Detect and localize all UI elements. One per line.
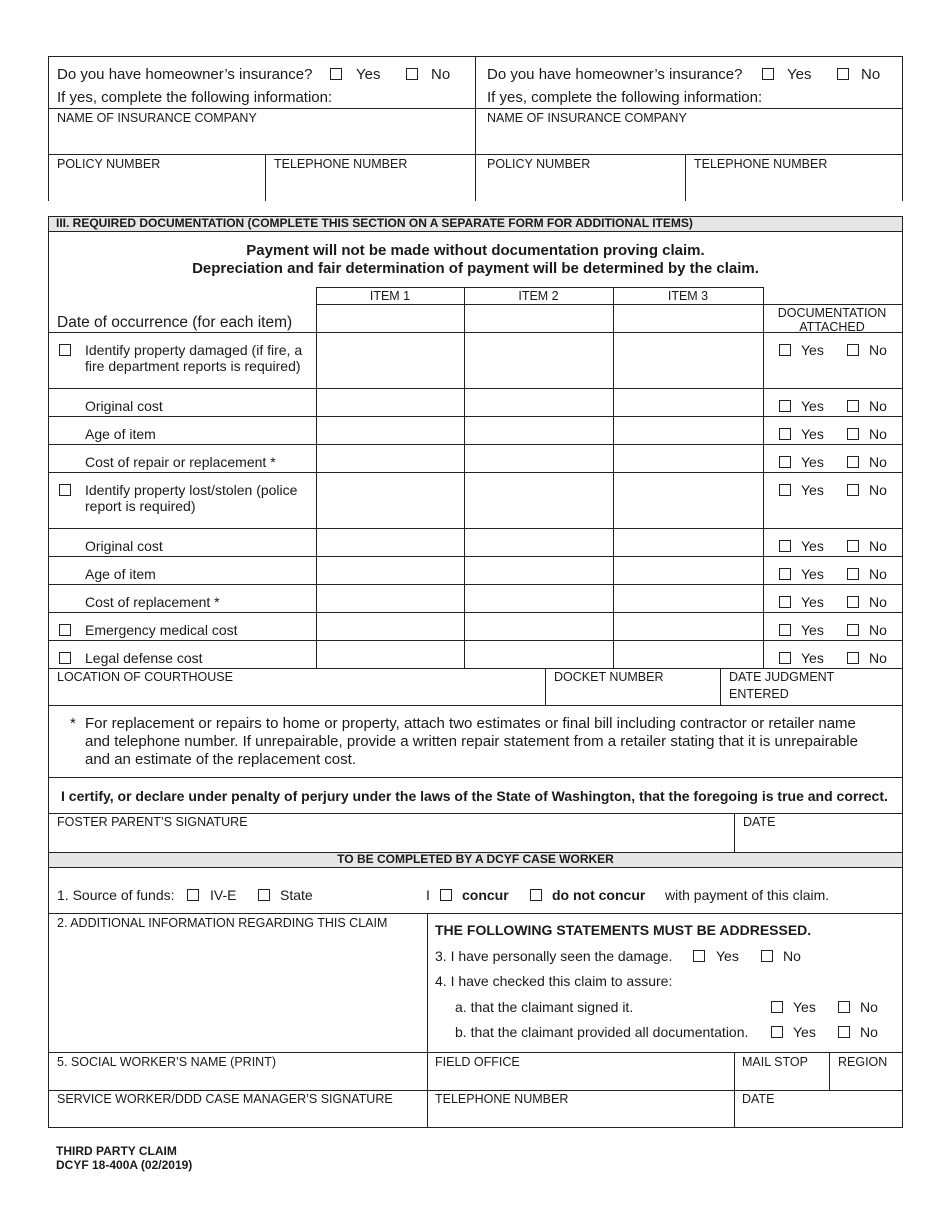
doc-yes-label: Yes	[801, 426, 824, 442]
doc-yes-label: Yes	[801, 594, 824, 610]
insurance-no-label-left: No	[431, 66, 451, 83]
concur-checkbox[interactable]	[440, 889, 452, 901]
documentation-provided-no-label: No	[860, 1024, 878, 1040]
legal-defense-checkbox[interactable]	[59, 652, 71, 664]
doc-no-checkbox[interactable]	[847, 540, 859, 552]
courthouse-field[interactable]	[52, 686, 542, 703]
do-not-concur-checkbox[interactable]	[530, 889, 542, 901]
row-label: Original cost	[85, 398, 163, 414]
row-label: Legal defense cost	[85, 650, 203, 666]
doc-yes-checkbox[interactable]	[779, 652, 791, 664]
do-not-concur-label: do not concur	[552, 887, 646, 903]
insurance-yes-label-left: Yes	[356, 66, 381, 83]
field-office-label: FIELD OFFICE	[435, 1055, 520, 1069]
foster-parent-signature-field[interactable]	[52, 831, 730, 850]
docket-number-label: DOCKET NUMBER	[554, 670, 664, 684]
signature-date-label: DATE	[743, 815, 776, 829]
additional-info-field[interactable]	[52, 933, 422, 1050]
doc-no-label: No	[869, 342, 887, 358]
doc-no-label: No	[869, 566, 887, 582]
additional-info-label: 2. ADDITIONAL INFORMATION REGARDING THIS CLAIM	[57, 916, 388, 930]
doc-no-label: No	[869, 538, 887, 554]
insurance-instruction-right: If yes, complete the following information:	[487, 89, 763, 106]
caseworker-date-label: DATE	[742, 1092, 775, 1106]
date-of-occurrence-label: Date of occurrence (for each item)	[57, 314, 293, 331]
notice-line-1: Payment will not be made without documentation proving claim.	[246, 242, 705, 259]
manager-signature-field[interactable]	[52, 1108, 424, 1126]
policy-number-label-right: POLICY NUMBER	[487, 157, 591, 171]
doc-no-label: No	[869, 398, 887, 414]
doc-no-checkbox[interactable]	[847, 428, 859, 440]
signature-date-field[interactable]	[738, 831, 898, 850]
doc-no-checkbox[interactable]	[847, 400, 859, 412]
item-3-date-cell[interactable]	[615, 306, 762, 331]
statement-4a: a. that the claimant signed it.	[455, 999, 634, 1015]
i-label: I	[426, 887, 430, 903]
row-label: Age of item	[85, 566, 156, 582]
claimant-signed-yes-checkbox[interactable]	[771, 1001, 783, 1013]
notice-line-2: Depreciation and fair determination of payment will be determined by the claim.	[192, 260, 759, 277]
doc-no-checkbox[interactable]	[847, 596, 859, 608]
doc-yes-label: Yes	[801, 342, 824, 358]
seen-damage-yes-checkbox[interactable]	[693, 950, 705, 962]
telephone-field-left[interactable]	[270, 173, 472, 199]
item-3-header: ITEM 3	[667, 289, 709, 303]
claimant-signed-yes-label: Yes	[793, 999, 816, 1015]
claimant-signed-no-label: No	[860, 999, 878, 1015]
row-label: Identify property damaged (if fire, a	[85, 342, 303, 358]
statement-4: 4. I have checked this claim to assure:	[435, 973, 673, 989]
seen-damage-yes-label: Yes	[716, 948, 739, 964]
doc-yes-checkbox[interactable]	[779, 456, 791, 468]
insurance-yes-label-right: Yes	[787, 66, 812, 83]
insurance-company-label-right: NAME OF INSURANCE COMPANY	[487, 111, 687, 125]
statement-3: 3. I have personally seen the damage.	[435, 948, 673, 964]
row-label-line-2: fire department reports is required)	[85, 358, 301, 374]
manager-signature-label: SERVICE WORKER/DDD CASE MANAGER’S SIGNATURE	[57, 1092, 393, 1106]
statements-header: THE FOLLOWING STATEMENTS MUST BE ADDRESSED.	[435, 922, 812, 938]
doc-yes-label: Yes	[801, 566, 824, 582]
doc-no-checkbox[interactable]	[847, 568, 859, 580]
footnote-line-1: For replacement or repairs to home or property, attach two estimates or final bill including contractor or retailer name	[85, 715, 856, 732]
documentation-provided-yes-checkbox[interactable]	[771, 1026, 783, 1038]
doc-yes-checkbox[interactable]	[779, 428, 791, 440]
claimant-signed-no-checkbox[interactable]	[838, 1001, 850, 1013]
doc-yes-checkbox[interactable]	[779, 400, 791, 412]
insurance-question-left: Do you have homeowner’s insurance?	[57, 66, 313, 83]
mail-stop-label: MAIL STOP	[742, 1055, 808, 1069]
telephone-label-left: TELEPHONE NUMBER	[274, 157, 408, 171]
doc-yes-label: Yes	[801, 482, 824, 498]
section-header: III. REQUIRED DOCUMENTATION (COMPLETE THIS SECTION ON A SEPARATE FORM FOR ADDITIONAL ITEMS)	[56, 216, 693, 230]
statement-4b: b. that the claimant provided all documentation.	[455, 1024, 749, 1040]
state-checkbox[interactable]	[258, 889, 270, 901]
item-2-header: ITEM 2	[518, 289, 559, 303]
doc-no-label: No	[869, 454, 887, 470]
item-1-header: ITEM 1	[369, 289, 411, 303]
policy-number-field-left[interactable]	[52, 173, 262, 199]
field-office-field[interactable]	[431, 1071, 731, 1088]
state-label: State	[280, 887, 313, 903]
doc-no-checkbox[interactable]	[847, 484, 859, 496]
property-damaged-checkbox[interactable]	[59, 344, 71, 356]
doc-no-checkbox[interactable]	[847, 624, 859, 636]
property-lost-checkbox[interactable]	[59, 484, 71, 496]
caseworker-telephone-field[interactable]	[431, 1108, 731, 1126]
ive-label: IV-E	[210, 887, 237, 903]
region-field[interactable]	[833, 1071, 899, 1088]
doc-yes-checkbox[interactable]	[779, 540, 791, 552]
footnote-line-2: and telephone number. If unrepairable, provide a written repair statement from a retailer stating that it is unrepairable	[85, 733, 858, 750]
policy-number-field-right[interactable]	[480, 173, 682, 199]
insurance-question-right: Do you have homeowner’s insurance?	[487, 66, 743, 83]
courthouse-label: LOCATION OF COURTHOUSE	[57, 670, 233, 684]
concur-label: concur	[462, 887, 509, 903]
doc-no-label: No	[869, 622, 887, 638]
certification-statement: I certify, or declare under penalty of perjury under the laws of the State of Washington, that the foregoing is true and correct.	[61, 788, 888, 804]
doc-no-checkbox[interactable]	[847, 344, 859, 356]
doc-yes-checkbox[interactable]	[779, 624, 791, 636]
region-label: REGION	[838, 1055, 888, 1069]
insurance-company-field-left[interactable]	[52, 126, 470, 152]
footnote-line-3: and an estimate of the replacement cost.	[85, 751, 356, 768]
foster-parent-signature-label: FOSTER PARENT’S SIGNATURE	[57, 815, 248, 829]
doc-yes-checkbox[interactable]	[779, 484, 791, 496]
source-of-funds-label: 1. Source of funds:	[57, 887, 175, 903]
caseworker-date-field[interactable]	[738, 1108, 898, 1126]
doc-yes-checkbox[interactable]	[779, 596, 791, 608]
row-label-line-2: report is required)	[85, 498, 196, 514]
insurance-no-checkbox-right[interactable]	[837, 68, 849, 80]
doc-yes-checkbox[interactable]	[779, 568, 791, 580]
form-title: THIRD PARTY CLAIM	[56, 1144, 177, 1158]
with-payment-label: with payment of this claim.	[665, 887, 830, 903]
mail-stop-field[interactable]	[738, 1071, 826, 1088]
row-label: Original cost	[85, 538, 163, 554]
policy-number-label-left: POLICY NUMBER	[57, 157, 161, 171]
telephone-field-right[interactable]	[690, 173, 898, 199]
doc-no-label: No	[869, 594, 887, 610]
caseworker-telephone-label: TELEPHONE NUMBER	[435, 1092, 569, 1106]
doc-yes-label: Yes	[801, 398, 824, 414]
row-label: Cost of repair or replacement *	[85, 454, 276, 470]
form-id: DCYF 18-400A (02/2019)	[56, 1158, 193, 1172]
insurance-no-checkbox-left[interactable]	[406, 68, 418, 80]
documentation-provided-no-checkbox[interactable]	[838, 1026, 850, 1038]
doc-yes-label: Yes	[801, 454, 824, 470]
seen-damage-no-label: No	[783, 948, 801, 964]
caseworker-header: TO BE COMPLETED BY A DCYF CASE WORKER	[337, 852, 614, 866]
doc-yes-label: Yes	[801, 538, 824, 554]
doc-no-label: No	[869, 650, 887, 666]
doc-no-label: No	[869, 426, 887, 442]
insurance-no-label-right: No	[861, 66, 881, 83]
documentation-attached-header: DOCUMENTATION ATTACHED	[777, 306, 887, 332]
doc-no-checkbox[interactable]	[847, 456, 859, 468]
row-label: Emergency medical cost	[85, 622, 238, 638]
insurance-instruction-left: If yes, complete the following information:	[57, 89, 333, 106]
doc-yes-label: Yes	[801, 650, 824, 666]
emergency-medical-checkbox[interactable]	[59, 624, 71, 636]
social-worker-name-field[interactable]	[52, 1071, 424, 1088]
social-worker-name-label: 5. SOCIAL WORKER’S NAME (PRINT)	[57, 1055, 277, 1069]
date-judgment-label: DATE JUDGMENT	[729, 670, 835, 684]
date-judgment-label-line-2: ENTERED	[729, 687, 789, 701]
row-label: Cost of replacement *	[85, 594, 220, 610]
docket-number-field[interactable]	[549, 686, 717, 703]
doc-yes-label: Yes	[801, 622, 824, 638]
insurance-yes-checkbox-right[interactable]	[762, 68, 774, 80]
ive-checkbox[interactable]	[187, 889, 199, 901]
doc-yes-checkbox[interactable]	[779, 344, 791, 356]
item-1-date-cell[interactable]	[318, 306, 463, 331]
seen-damage-no-checkbox[interactable]	[761, 950, 773, 962]
insurance-yes-checkbox-left[interactable]	[330, 68, 342, 80]
row-label: Age of item	[85, 426, 156, 442]
footnote-star: *	[70, 715, 76, 732]
telephone-label-right: TELEPHONE NUMBER	[694, 157, 828, 171]
row-label: Identify property lost/stolen (police	[85, 482, 298, 498]
doc-no-checkbox[interactable]	[847, 652, 859, 664]
item-2-date-cell[interactable]	[466, 306, 612, 331]
doc-no-label: No	[869, 482, 887, 498]
insurance-company-label-left: NAME OF INSURANCE COMPANY	[57, 111, 257, 125]
insurance-company-field-right[interactable]	[480, 126, 898, 152]
documentation-provided-yes-label: Yes	[793, 1024, 816, 1040]
